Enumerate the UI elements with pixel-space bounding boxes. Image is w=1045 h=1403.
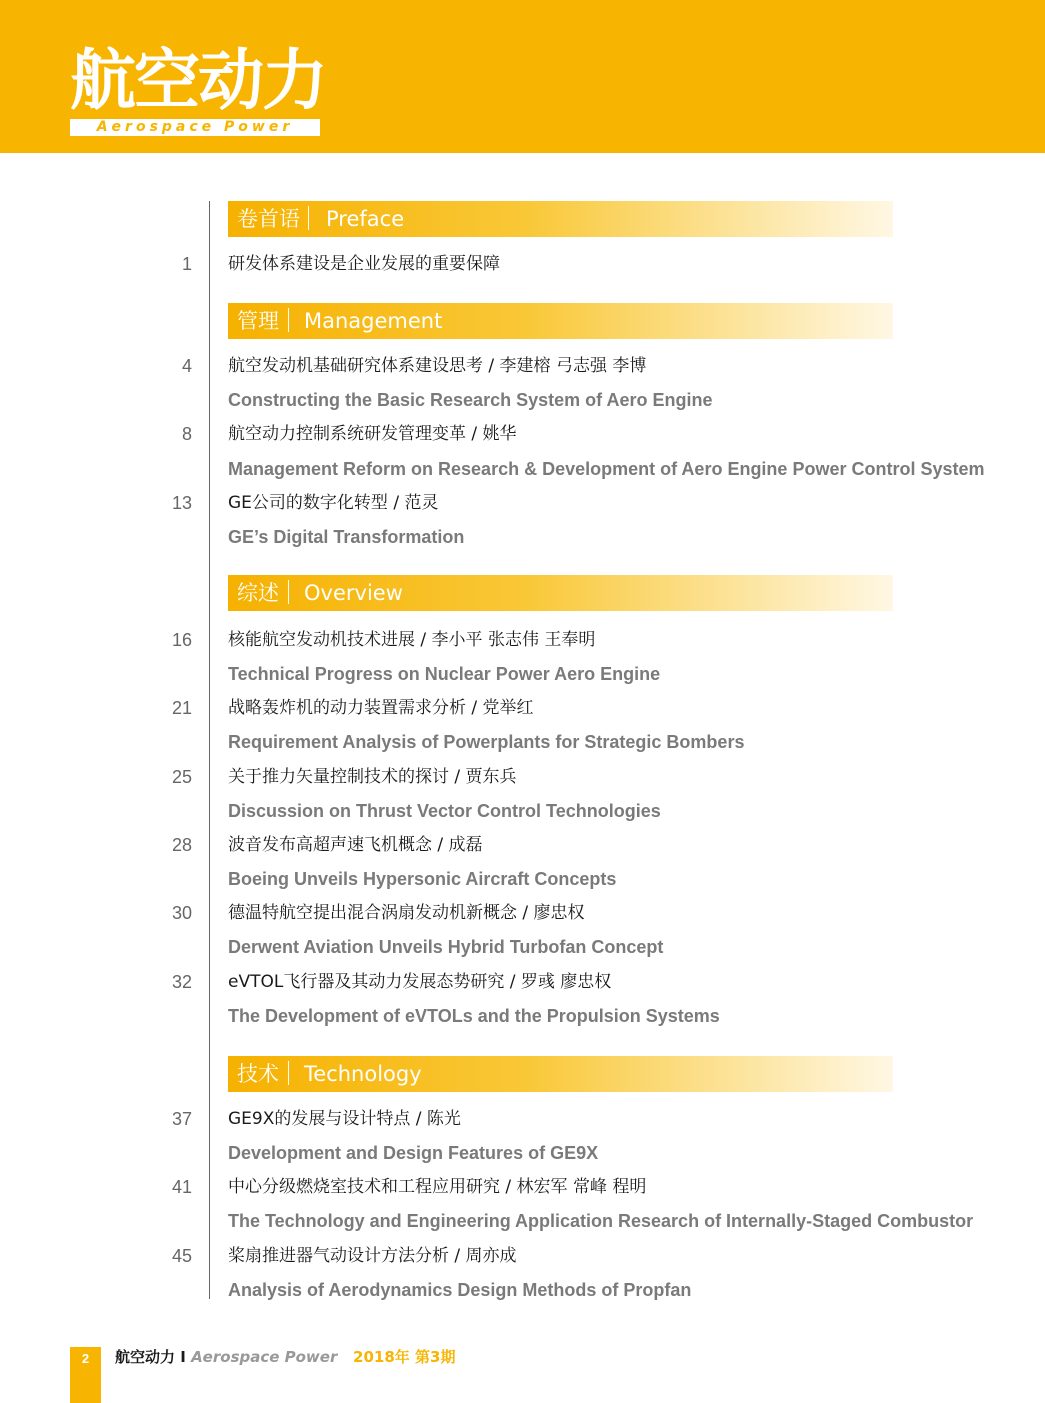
toc-page-number: 4	[181, 356, 192, 376]
footer-page-number: 2	[81, 1351, 90, 1366]
footer-journal-en: Aerospace Power	[191, 1348, 338, 1366]
footer-journal-cn: 航空动力	[115, 1348, 176, 1366]
toc-entry-title-cn[interactable]: eVTOL飞行器及其动力发展态势研究 / 罗彧 廖忠权	[228, 972, 612, 992]
section-title-cn: 技术	[237, 1062, 279, 1086]
toc-entry-title-cn[interactable]: 中心分级燃烧室技术和工程应用研究 / 林宏军 常峰 程明	[228, 1177, 647, 1197]
toc-entry-title-cn[interactable]: 核能航空发动机技术进展 / 李小平 张志伟 王奉明	[228, 630, 596, 650]
journal-logo-en: Aerospace Power	[70, 119, 320, 136]
toc-page-number: 1	[181, 254, 192, 274]
toc-entry-title-cn[interactable]: 波音发布高超声速飞机概念 / 成磊	[228, 835, 483, 855]
toc-page-number: 30	[171, 903, 192, 923]
toc-page-number: 41	[171, 1177, 192, 1197]
section-title-en: Technology	[304, 1062, 422, 1086]
toc-entry-title-cn[interactable]: 航空动力控制系统研发管理变革 / 姚华	[228, 424, 517, 444]
toc-entry-title-en[interactable]: Analysis of Aerodynamics Design Methods of Propfan	[228, 1280, 692, 1300]
footer-separator: I	[180, 1348, 186, 1366]
section-title-en: Overview	[304, 581, 403, 605]
toc-entry-title-cn[interactable]: 德温特航空提出混合涡扇发动机新概念 / 廖忠权	[228, 903, 585, 923]
toc-page-number: 13	[171, 493, 192, 513]
toc-entry-title-en[interactable]: The Technology and Engineering Application Research of Internally-Staged Combustor	[228, 1211, 974, 1231]
toc-entry-title-en[interactable]: Boeing Unveils Hypersonic Aircraft Concepts	[228, 869, 617, 889]
toc-page-number: 25	[171, 767, 192, 787]
journal-logo-cn: 航空动力	[70, 42, 326, 119]
footer-issue: 2018年 第3期	[353, 1348, 456, 1366]
section-separator	[288, 308, 289, 332]
toc-entry-title-cn[interactable]: 航空发动机基础研究体系建设思考 / 李建榕 弓志强 李博	[228, 356, 647, 376]
section-title-en: Management	[304, 309, 443, 333]
toc-entry-title-en[interactable]: Development and Design Features of GE9X	[228, 1143, 599, 1163]
toc-page-number: 16	[171, 630, 192, 650]
toc-entry-title-en[interactable]: Constructing the Basic Research System of Aero Engine	[228, 390, 713, 410]
toc-entry-title-cn[interactable]: GE公司的数字化转型 / 范灵	[228, 493, 439, 513]
section-title-cn: 综述	[237, 581, 279, 605]
section-title-cn: 卷首语	[237, 207, 300, 231]
toc-entry-title-en[interactable]: GE’s Digital Transformation	[228, 527, 465, 547]
toc-entry-title-en[interactable]: Requirement Analysis of Powerplants for Strategic Bombers	[228, 732, 745, 752]
header-banner	[0, 0, 1045, 153]
toc-entry-title-cn[interactable]: 桨扇推进器气动设计方法分析 / 周亦成	[228, 1246, 517, 1266]
section-separator	[308, 206, 309, 230]
toc-page-number: 21	[171, 698, 192, 718]
footer-journal-info	[115, 1346, 455, 1368]
toc-divider-line	[209, 201, 210, 1299]
toc-entry-title-en[interactable]: Discussion on Thrust Vector Control Technologies	[228, 801, 661, 821]
toc-page-number: 28	[171, 835, 192, 855]
toc-entry-title-cn[interactable]: GE9X的发展与设计特点 / 陈光	[228, 1109, 461, 1129]
toc-page-number: 8	[181, 424, 192, 444]
section-separator	[288, 580, 289, 604]
toc-entry-title-en[interactable]: Management Reform on Research & Development of Aero Engine Power Control System	[228, 459, 985, 479]
section-header-preface	[228, 201, 893, 237]
toc-page-number: 45	[171, 1246, 192, 1266]
toc-entry-title-cn[interactable]: 战略轰炸机的动力装置需求分析 / 党举红	[228, 698, 534, 718]
section-header-management	[228, 303, 893, 339]
section-title-cn: 管理	[237, 309, 279, 333]
toc-entry-title-cn[interactable]: 关于推力矢量控制技术的探讨 / 贾东兵	[228, 767, 517, 787]
section-title-en: Preface	[326, 207, 405, 231]
toc-page-number: 32	[171, 972, 192, 992]
section-header-technology	[228, 1056, 893, 1092]
toc-entry-title-en[interactable]: Derwent Aviation Unveils Hybrid Turbofan Concept	[228, 937, 664, 957]
toc-page-number: 37	[171, 1109, 192, 1129]
section-header-overview	[228, 575, 893, 611]
toc-entry-title-en[interactable]: The Development of eVTOLs and the Propulsion Systems	[228, 1006, 720, 1026]
toc-entry-title-cn[interactable]: 研发体系建设是企业发展的重要保障	[228, 254, 500, 274]
section-separator	[288, 1061, 289, 1085]
toc-entry-title-en[interactable]: Technical Progress on Nuclear Power Aero Engine	[228, 664, 661, 684]
